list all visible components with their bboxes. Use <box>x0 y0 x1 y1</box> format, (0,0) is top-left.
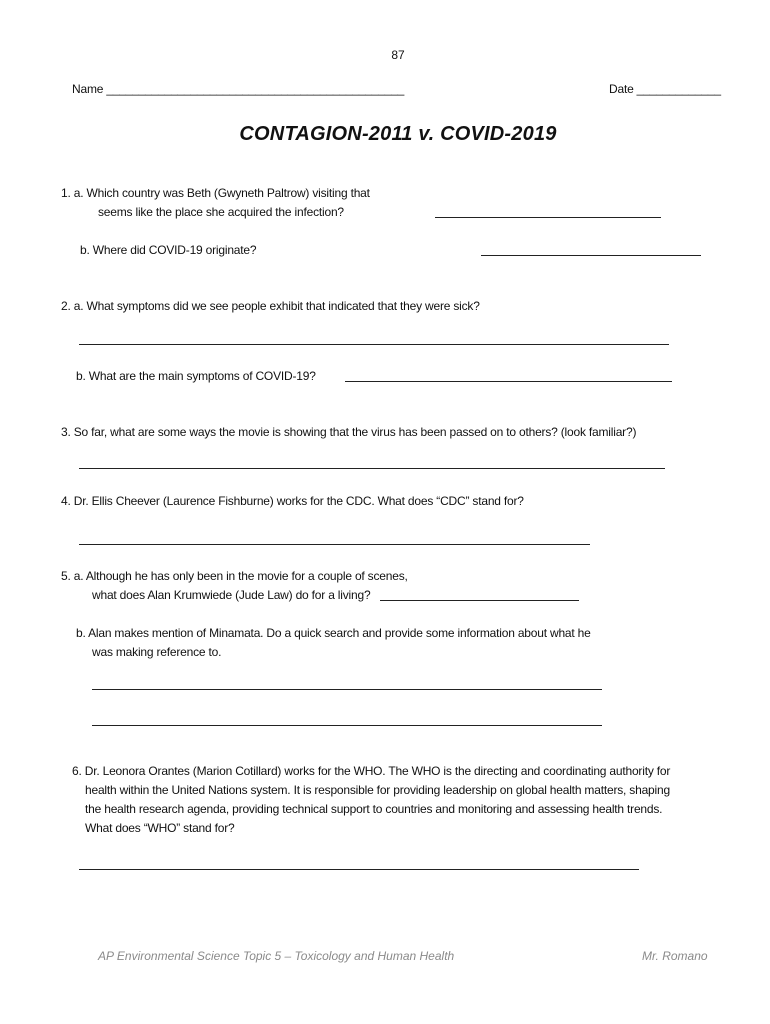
question-4: 4. Dr. Ellis Cheever (Laurence Fishburne) works for the CDC. What does “CDC” stand for? <box>61 494 524 508</box>
footer-course: AP Environmental Science Topic 5 – Toxicology and Human Health <box>98 949 455 963</box>
question-5a-line-2: what does Alan Krumwiede (Jude Law) do for a living? <box>92 588 371 602</box>
question-1b: b. Where did COVID-19 originate? <box>80 243 257 257</box>
answer-line-5b-2[interactable] <box>92 725 602 726</box>
answer-line-6[interactable] <box>79 869 639 870</box>
question-2b: b. What are the main symptoms of COVID-19? <box>76 369 316 383</box>
answer-line-4[interactable] <box>79 544 590 545</box>
page-number: 87 <box>391 48 405 62</box>
answer-line-1a[interactable] <box>435 217 661 218</box>
question-6-line-4: What does “WHO” stand for? <box>85 821 235 835</box>
question-5b-line-2: was making reference to. <box>92 645 222 659</box>
answer-line-5a[interactable] <box>380 600 579 601</box>
question-6-line-1: 6. Dr. Leonora Orantes (Marion Cotillard) works for the WHO. The WHO is the directing and coordinating authority for <box>72 764 671 778</box>
question-6-line-2: health within the United Nations system. It is responsible for providing leadership on global health matters, shaping <box>85 783 670 797</box>
answer-line-3[interactable] <box>79 468 665 469</box>
question-1a-line-1: 1. a. Which country was Beth (Gwyneth Paltrow) visiting that <box>61 186 370 200</box>
answer-line-2a[interactable] <box>79 344 669 345</box>
question-6-line-3: the health research agenda, providing technical support to countries and monitoring and assessing health trends. <box>85 802 663 816</box>
question-1a-line-2: seems like the place she acquired the infection? <box>98 205 344 219</box>
answer-line-5b-1[interactable] <box>92 689 602 690</box>
worksheet-title: CONTAGION-2011 v. COVID-2019 <box>239 123 557 145</box>
question-5a-line-1: 5. a. Although he has only been in the movie for a couple of scenes, <box>61 569 408 583</box>
question-5b-line-1: b. Alan makes mention of Minamata. Do a quick search and provide some information about what he <box>76 626 591 640</box>
footer-teacher: Mr. Romano <box>642 949 708 963</box>
question-2a: 2. a. What symptoms did we see people exhibit that indicated that they were sick? <box>61 299 480 313</box>
answer-line-1b[interactable] <box>481 255 701 256</box>
name-field-label[interactable]: Name ______________________________________________ <box>72 82 405 96</box>
answer-line-2b[interactable] <box>345 381 672 382</box>
date-field-label[interactable]: Date _____________ <box>609 82 721 96</box>
question-3: 3. So far, what are some ways the movie is showing that the virus has been passed on to others? (look familiar?) <box>61 425 637 439</box>
